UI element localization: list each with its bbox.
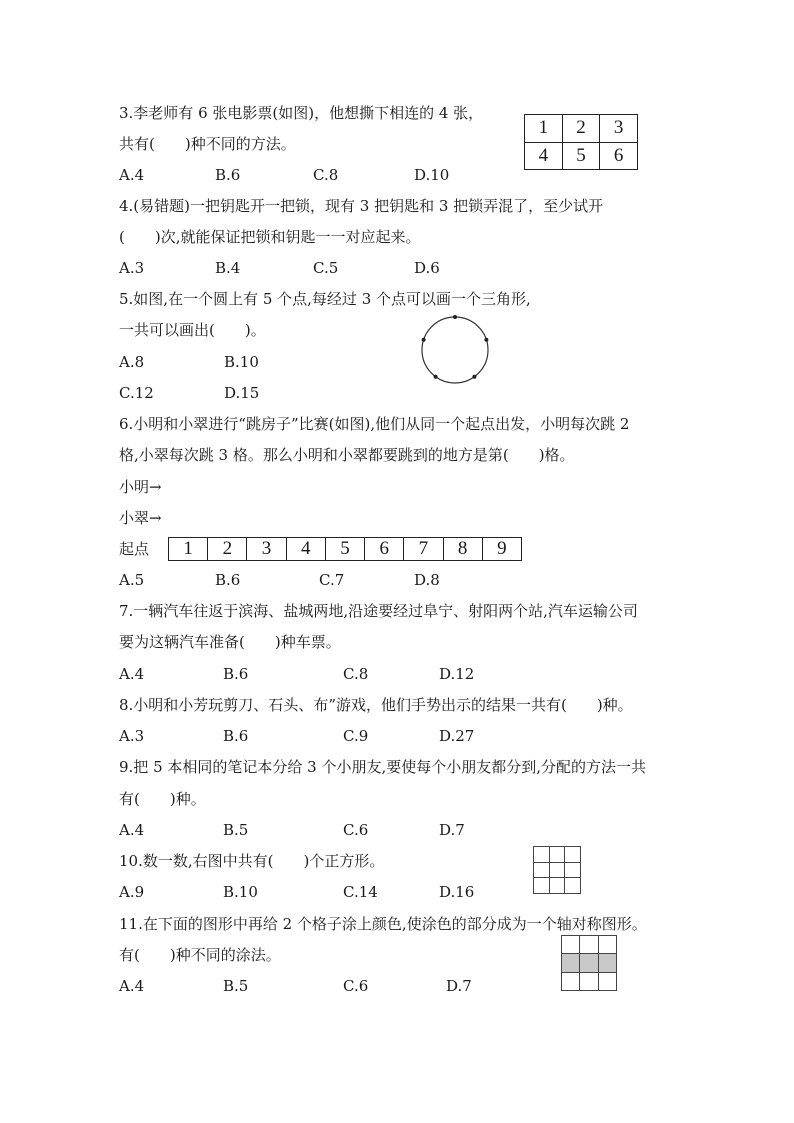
symmetry-grid [561, 935, 617, 991]
ticket-cell: 3 [600, 115, 638, 143]
q10-option-c: C.14 [343, 883, 378, 901]
q6-label-xiaoming: 小明→ [119, 478, 162, 496]
grid-cell [534, 862, 550, 878]
q6-option-c: C.7 [319, 571, 345, 589]
q11-text-line2: 有( )种不同的涂法。 [119, 946, 281, 964]
q10-text-line1: 10.数一数,右图中共有( )个正方形。 [119, 852, 385, 870]
q4-text-line1: 4.(易错题)一把钥匙开一把锁，现有 3 把钥匙和 3 把锁弄混了，至少试开 [119, 197, 604, 215]
hopscotch-track [168, 537, 522, 561]
hopscotch-cell: 7 [404, 538, 443, 561]
grid-cell [534, 878, 550, 894]
q7-option-b: B.6 [223, 665, 249, 683]
q8-option-b: B.6 [223, 727, 249, 745]
q9-option-b: B.5 [223, 821, 249, 839]
q8-option-d: D.27 [439, 727, 475, 745]
q10-option-a: A.9 [119, 883, 145, 901]
hopscotch-cell: 6 [365, 538, 404, 561]
q4-option-c: C.5 [313, 259, 339, 277]
q4-option-a: A.3 [119, 259, 145, 277]
q9-option-d: D.7 [439, 821, 465, 839]
q5-text-line2: 一共可以画出( )。 [119, 321, 266, 339]
hopscotch-cell: 3 [247, 538, 286, 561]
grid-cell [549, 847, 565, 863]
q5-text-line1: 5.如图,在一个圆上有 5 个点,每经过 3 个点可以画一个三角形, [119, 290, 531, 308]
q8-option-c: C.9 [343, 727, 369, 745]
q6-option-b: B.6 [215, 571, 241, 589]
q11-option-c: C.6 [343, 977, 369, 995]
q11-text-line1: 11.在下面的图形中再给 2 个格子涂上颜色,使涂色的部分成为一个轴对称图形。 [119, 915, 647, 933]
q5-option-a: A.8 [119, 353, 145, 371]
grid-cell [598, 936, 616, 954]
q8-option-a: A.3 [119, 727, 145, 745]
q3-option-b: B.6 [215, 166, 241, 184]
q8-text-line1: 8.小明和小芳玩剪刀、石头、布”游戏，他们手势出示的结果一共有( )种。 [119, 696, 633, 714]
shaded-grid-cell [562, 954, 580, 972]
hopscotch-cell: 1 [169, 538, 208, 561]
hopscotch-cell: 2 [208, 538, 247, 561]
circle-point [453, 315, 457, 319]
q9-option-a: A.4 [119, 821, 145, 839]
grid-cell [565, 847, 581, 863]
q6-option-a: A.5 [119, 571, 145, 589]
q3-option-c: C.8 [313, 166, 339, 184]
q7-text-line1: 7.一辆汽车往返于滨海、盐城两地,沿途要经过阜宁、射阳两个站,汽车运输公司 [119, 602, 638, 620]
q9-text-line1: 9.把 5 本相同的笔记本分给 3 个小朋友,要使每个小朋友都分到,分配的方法一共 [119, 758, 647, 776]
q3-text-line2: 共有( )种不同的方法。 [119, 135, 296, 153]
q6-text-line1: 6.小明和小翠进行“跳房子”比赛(如图),他们从同一个起点出发，小明每次跳 2 [119, 415, 630, 433]
grid-cell [562, 936, 580, 954]
q4-text-line2: ( )次,就能保证把锁和钥匙一一对应起来。 [119, 228, 421, 246]
ticket-grid [524, 114, 638, 170]
q6-label-xiaocui: 小翠→ [119, 509, 162, 527]
hopscotch-cell: 9 [482, 538, 521, 561]
q9-option-c: C.6 [343, 821, 369, 839]
grid-cell [580, 972, 598, 990]
q3-option-d: D.10 [414, 166, 450, 184]
q11-option-b: B.5 [223, 977, 249, 995]
q10-option-b: B.10 [223, 883, 258, 901]
q7-option-d: D.12 [439, 665, 475, 683]
q6-label-start: 起点 [119, 540, 150, 558]
circle-point [484, 338, 488, 342]
q3-text-line1: 3.李老师有 6 张电影票(如图)，他想撕下相连的 4 张， [119, 104, 484, 122]
q11-option-a: A.4 [119, 977, 145, 995]
ticket-cell: 1 [525, 115, 563, 143]
q7-option-c: C.8 [343, 665, 369, 683]
grid-cell [598, 972, 616, 990]
q7-text-line2: 要为这辆汽车准备( )种车票。 [119, 633, 341, 651]
q6-text-line2: 格,小翠每次跳 3 格。那么小明和小翠都要跳到的地方是第( )格。 [119, 446, 575, 464]
circle-point [422, 338, 426, 342]
circle-point [434, 375, 438, 379]
q11-option-d: D.7 [446, 977, 472, 995]
ticket-cell: 5 [562, 142, 600, 170]
shaded-grid-cell [598, 954, 616, 972]
q9-text-line2: 有( )种。 [119, 790, 206, 808]
q4-option-d: D.6 [414, 259, 440, 277]
ticket-cell: 6 [600, 142, 638, 170]
ticket-cell: 4 [525, 142, 563, 170]
q7-option-a: A.4 [119, 665, 145, 683]
hopscotch-cell: 4 [286, 538, 325, 561]
shaded-grid-cell [580, 954, 598, 972]
circle-point [472, 375, 476, 379]
q5-option-b: B.10 [224, 353, 259, 371]
grid-cell [565, 862, 581, 878]
circle-five-points-figure [417, 312, 493, 388]
square-count-grid [533, 846, 581, 894]
grid-cell [549, 862, 565, 878]
hopscotch-cell: 8 [443, 538, 482, 561]
grid-cell [580, 936, 598, 954]
hopscotch-cell: 5 [325, 538, 364, 561]
q4-option-b: B.4 [215, 259, 241, 277]
grid-cell [565, 878, 581, 894]
q10-option-d: D.16 [439, 883, 475, 901]
q3-option-a: A.4 [119, 166, 145, 184]
q5-option-c: C.12 [119, 384, 154, 402]
grid-cell [562, 972, 580, 990]
ticket-cell: 2 [562, 115, 600, 143]
grid-cell [549, 878, 565, 894]
circle-outline [422, 317, 488, 383]
q6-option-d: D.8 [414, 571, 440, 589]
grid-cell [534, 847, 550, 863]
q5-option-d: D.15 [224, 384, 260, 402]
